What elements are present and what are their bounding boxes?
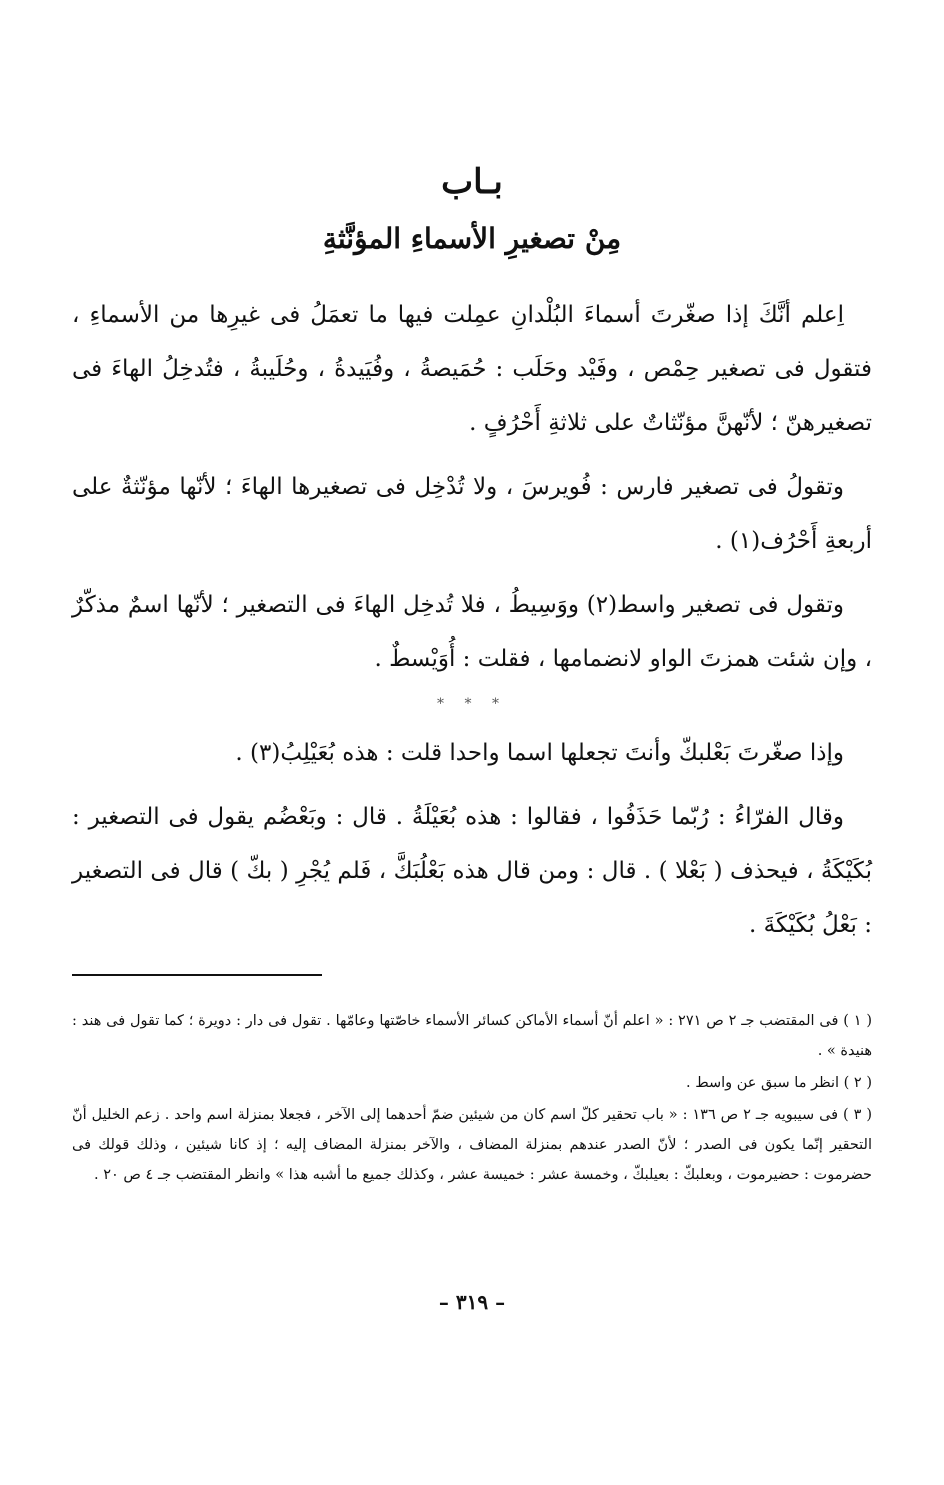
- paragraph-3: وتقول فى تصغير واسط(٢) ووَسِيطُ ، فلا تُدخِل الهاءَ فى التصغير ؛ لأنّها اسمٌ مذكّرٌ ، وإن شئت همزتَ الواو لانضمامها ، فقلت : أُوَيْسطٌ .: [72, 592, 872, 672]
- paragraph-5: وقال الفرّاءُ : رُبّما حَذَفُوا ، فقالوا : هذه بُعَيْلَةُ . قال : وبَعْضُم يقول فى التصغير : بُكَيْكَةُ ، فيحذف ( بَعْلا ) . قال : ومن قال هذه بَعْلُبَكَّ ، فَلم يُجْرِ ( بكّ ) قال فى التصغير : بَعْلُ بُكَيْكَةَ .: [72, 804, 872, 938]
- chapter-subtitle: مِنْ تصغيرِ الأسماءِ المؤنَّثةِ: [322, 222, 622, 255]
- main-text: [72, 288, 872, 962]
- footnotes: [72, 1006, 872, 1192]
- footnote-divider: [72, 974, 322, 976]
- paragraph-1: اِعلم أنَّكَ إذا صغّرتَ أسماءَ البُلْدانِ عمِلت فيها ما تعمَلُ فى غيرِها من الأسماءِ ، فتقول فى تصغير حِمْص ، وفَيْد وحَلَب : حُمَيصةُ ، وفُيَيدةُ ، وحُلَيبةُ ، فتُدخِلُ الهاءَ فى تصغيرهنّ ؛ لأنّهنَّ مؤنّثاتٌ على ثلاثةِ أَحْرُفٍ .: [72, 302, 872, 436]
- paragraph-4: وإذا صغّرتَ بَعْلبكّ وأنتَ تجعلها اسما واحدا قلت : هذه بُعَيْلِبُ(٣) .: [235, 740, 844, 766]
- paragraph-2: وتقولُ فى تصغير فارس : فُويرسَ ، ولا تُدْخِل فى تصغيرها الهاءَ ؛ لأنّها مؤنّثةٌ على أربعةِ أَحْرُف(١) .: [72, 474, 872, 554]
- chapter-title: بـاب: [441, 162, 503, 202]
- book-page: [72, 0, 872, 1485]
- section-separator: * * *: [437, 696, 507, 712]
- footnote-1: ( ١ ) فى المقتضب جـ ٢ ص ٢٧١ : « اعلم أنّ أسماء الأماكن كسائر الأسماء خاصّتها وعامّها . تقول فى دار : دويرة ؛ كما تقول فى هند : هنيدة » .: [72, 1013, 872, 1059]
- page-number: – ٣١٩ –: [438, 1290, 506, 1314]
- footnote-3: ( ٣ ) فى سيبويه جـ ٢ ص ١٣٦ : « باب تحقير كلّ اسم كان من شيئين ضمّ أحدهما إلى الآخر ، فجعلا بمنزلة اسم واحد . زعم الخليل أنّ التحقير إنّما يكون فى الصدر ؛ لأنّ الصدر عندهم بمنزلة المضاف ، والآخر بمنزلة المضاف إليه ؛ إذ كانا شيئين ، وذلك قولك فى حضرموت : حضيرموت ، وبعلبكّ : بعيلبكّ ، وخمسة عشر : خميسة عشر ، وكذلك جميع ما أشبه هذا » وانظر المقتضب جـ ٤ ص ٢٠ .: [72, 1107, 872, 1183]
- footnote-2: ( ٢ ) انظر ما سبق عن واسط .: [685, 1075, 872, 1091]
